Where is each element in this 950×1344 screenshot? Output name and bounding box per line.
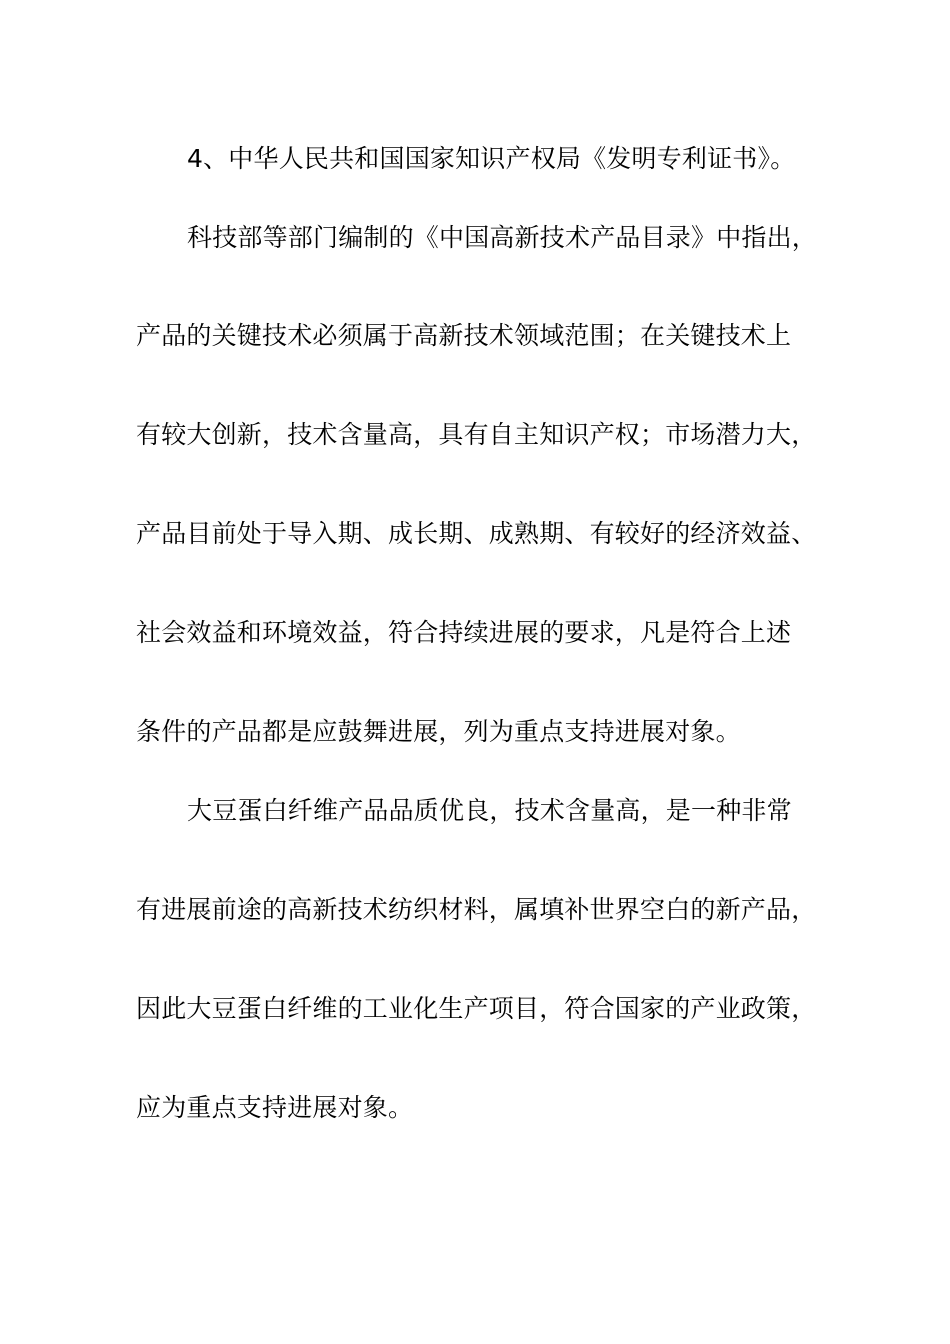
paragraph-soy-fiber-line-4: 应为重点支持进展对象。 xyxy=(136,1093,414,1122)
paragraph-soy-fiber-line-3: 因此大豆蛋白纤维的工业化生产项目，符合国家的产业政策， xyxy=(136,994,817,1023)
paragraph-catalog-line-3: 有较大创新，技术含量高，具有自主知识产权；市场潜力大， xyxy=(136,420,817,449)
paragraph-soy-fiber-line-2: 有进展前途的高新技术纺织材料，属填补世界空白的新产品， xyxy=(136,895,817,924)
paragraph-catalog-line-2: 产品的关键技术必须属于高新技术领域范围；在关键技术上 xyxy=(136,321,792,350)
paragraph-item-4: 4、中华人民共和国国家知识产权局《发明专利证书》。 xyxy=(187,144,796,173)
paragraph-catalog-line-6: 条件的产品都是应鼓舞进展，列为重点支持进展对象。 xyxy=(136,717,741,746)
paragraph-catalog-line-4: 产品目前处于导入期、成长期、成熟期、有较好的经济效益、 xyxy=(136,519,817,548)
paragraph-catalog-line-1: 科技部等部门编制的《中国高新技术产品目录》中指出， xyxy=(187,223,818,252)
paragraph-catalog-line-5: 社会效益和环境效益，符合持续进展的要求，凡是符合上述 xyxy=(136,618,792,647)
paragraph-soy-fiber-line-1: 大豆蛋白纤维产品品质优良，技术含量高，是一种非常 xyxy=(187,796,792,825)
